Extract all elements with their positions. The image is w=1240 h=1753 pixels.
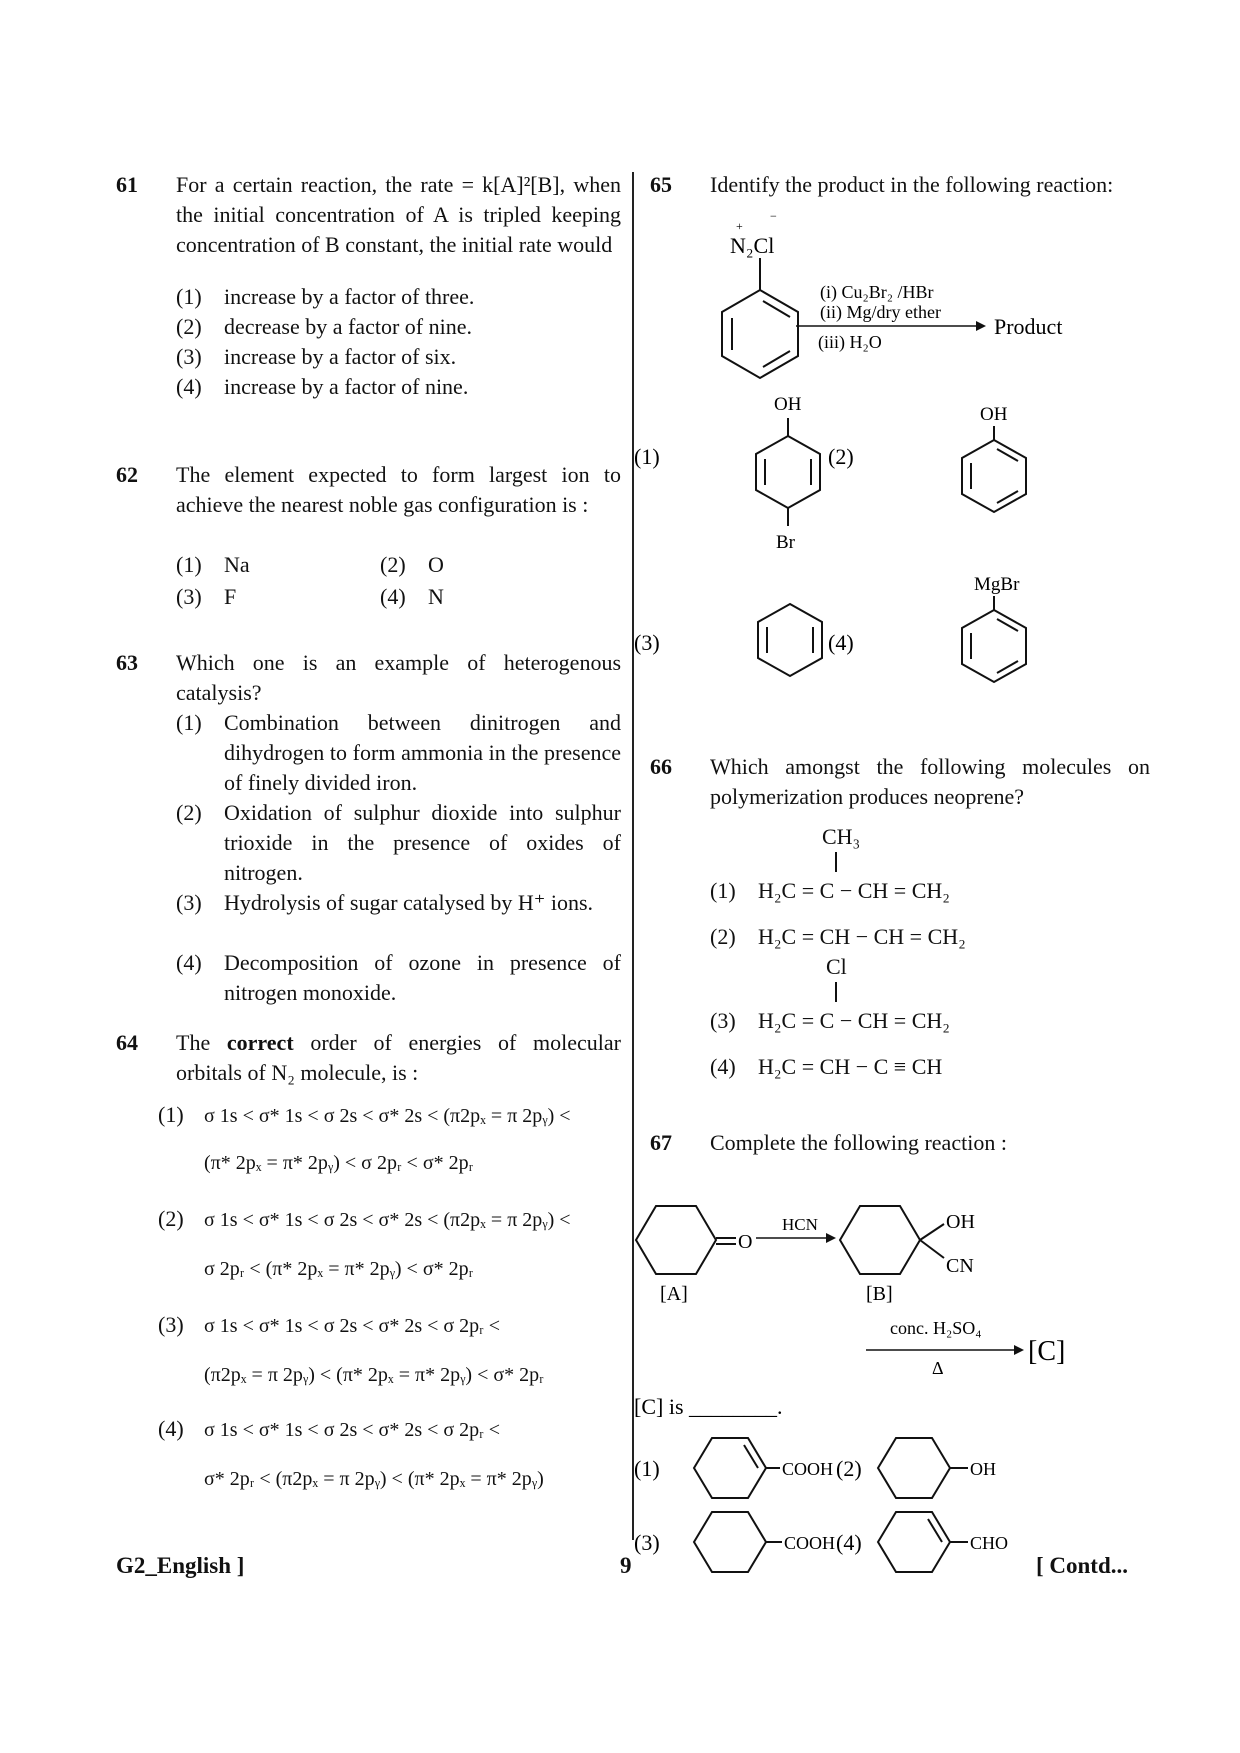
benzene-diazonium-structure xyxy=(722,209,798,378)
bond-line xyxy=(835,982,837,1002)
svg-text:+: + xyxy=(736,219,743,233)
condition-2: (ii) Mg/dry ether xyxy=(820,302,941,322)
svg-text:CHO: CHO xyxy=(970,1533,1009,1553)
bond-line xyxy=(835,852,837,872)
question-number: 66 xyxy=(650,754,672,779)
option-1-structure[interactable] xyxy=(694,1438,833,1498)
option-2[interactable]: (2) decrease by a factor of nine. xyxy=(176,314,472,339)
product-label: Product xyxy=(994,314,1063,339)
option-4-structure[interactable] xyxy=(962,574,1026,682)
reactant-label: N₂Cl xyxy=(730,233,775,258)
option-4-line2: σ* 2pᵣ < (π2pₓ = π 2pᵧ) < (π* 2pₓ = π* 2pᵧ) xyxy=(204,1468,544,1490)
question-number: 65 xyxy=(650,172,672,197)
option-4[interactable]: (4) increase by a factor of nine. xyxy=(176,374,469,399)
page-number: 9 xyxy=(620,1553,632,1578)
option-1-structure[interactable] xyxy=(756,394,820,553)
option-3-number: (3) xyxy=(634,1530,660,1555)
option-3[interactable]: (3) F xyxy=(176,584,237,609)
option-4[interactable]: (4) H₂C = CH − C ≡ CH xyxy=(710,1054,943,1079)
footer-contd: [ Contd... xyxy=(1036,1553,1129,1578)
question-number: 63 xyxy=(116,650,138,675)
svg-text:OH: OH xyxy=(946,1211,975,1233)
svg-text:Br: Br xyxy=(776,532,795,553)
question-text: The element expected to form largest ion to achieve the nearest noble gas configuration is : xyxy=(176,462,621,517)
question-number: 64 xyxy=(116,1030,138,1055)
option-3[interactable]: (3) H₂C = C − CH = CH₂ xyxy=(710,1008,950,1033)
option-1[interactable]: (1) increase by a factor of three. xyxy=(176,284,475,309)
condition-label: conc. H₂SO₄ xyxy=(890,1318,982,1338)
option-1[interactable]: (1) Combination between dinitrogen and dihydrogen to form ammonia in the presence of finely divided iron. xyxy=(176,710,621,795)
hcn-label: HCN xyxy=(782,1215,818,1234)
svg-text:OH: OH xyxy=(970,1459,996,1479)
option-2-line2: σ 2pᵣ < (π* 2pₓ = π* 2pᵧ) < σ* 2pᵣ xyxy=(204,1258,474,1280)
option-3-structure[interactable] xyxy=(758,604,822,676)
option-1-number: (1) xyxy=(634,1456,660,1481)
option-1-line2: (π* 2pₓ = π* 2pᵧ) < σ 2pᵣ < σ* 2pᵣ xyxy=(204,1152,474,1174)
option-2[interactable]: (2) σ 1s < σ* 1s < σ 2s < σ* 2s < (π2pₓ = π 2pᵧ) < xyxy=(158,1206,571,1231)
question-number: 61 xyxy=(116,172,138,197)
option-1[interactable]: (1) H₂C = C − CH = CH₂ xyxy=(710,878,950,903)
option-3-number: (3) xyxy=(634,630,660,655)
svg-text:OH: OH xyxy=(774,394,802,415)
label-b: [B] xyxy=(866,1283,893,1305)
option-3-line2: (π2pₓ = π 2pᵧ) < (π* 2pₓ = π* 2pᵧ) < σ* 2pᵣ xyxy=(204,1364,544,1386)
option-4-number: (4) xyxy=(828,630,854,655)
question-text: Which one is an example of heterogenous catalysis? xyxy=(176,650,621,705)
option-2-structure[interactable] xyxy=(962,404,1026,512)
option-4[interactable]: (4) N xyxy=(380,584,444,609)
option-4-structure[interactable] xyxy=(878,1512,1008,1572)
condition-1: (i) Cu₂Br₂ /HBr xyxy=(820,282,934,302)
label-c: [C] xyxy=(1028,1336,1066,1367)
c-is-text: [C] is ________. xyxy=(634,1394,783,1419)
option-3[interactable]: (3) σ 1s < σ* 1s < σ 2s < σ* 2s < σ 2pᵣ < xyxy=(158,1312,501,1337)
option-1-number: (1) xyxy=(634,444,660,469)
option-3-structure[interactable] xyxy=(694,1512,835,1572)
svg-text:COOH: COOH xyxy=(784,1533,836,1553)
option-3[interactable]: (3) increase by a factor of six. xyxy=(176,344,457,369)
question-text: The correct order of energies of molecular orbitals of N₂ molecule, is : xyxy=(176,1030,621,1085)
option-1[interactable]: (1) Na xyxy=(176,552,250,577)
svg-text:−: − xyxy=(770,209,777,223)
label-a: [A] xyxy=(660,1283,688,1305)
svg-text:O: O xyxy=(738,1231,753,1253)
question-text: Which amongst the following molecules on polymerization produces neoprene? xyxy=(710,754,1150,809)
condition-3: (iii) H₂O xyxy=(818,332,882,352)
question-text: For a certain reaction, the rate = k[A]²[B], when the initial concentration of A is tripled keeping concentration of B constant, the initial rate would xyxy=(176,172,621,257)
option-2[interactable]: (2) H₂C = CH − CH = CH₂ xyxy=(710,924,966,949)
option-2[interactable]: (2) O xyxy=(380,552,444,577)
option-2[interactable]: (2) Oxidation of sulphur dioxide into sulphur trioxide in the presence of oxides of nitrogen. xyxy=(176,800,621,885)
option-1[interactable]: (1) σ 1s < σ* 1s < σ 2s < σ* 2s < (π2pₓ = π 2pᵧ) < xyxy=(158,1102,571,1127)
svg-text:MgBr: MgBr xyxy=(974,574,1020,595)
option-4-number: (4) xyxy=(836,1530,862,1555)
option-4[interactable]: (4) σ 1s < σ* 1s < σ 2s < σ* 2s < σ 2pᵣ < xyxy=(158,1416,501,1441)
q67-structures xyxy=(634,1158,1150,1555)
cyanohydrin-structure xyxy=(840,1206,975,1305)
footer-code: G2_English ] xyxy=(116,1553,245,1578)
option-2-structure[interactable] xyxy=(878,1438,996,1498)
question-number: 67 xyxy=(650,1130,672,1155)
cl-substituent: Cl xyxy=(826,954,847,979)
option-2-number: (2) xyxy=(836,1456,862,1481)
delta-label: Δ xyxy=(932,1358,944,1378)
question-text: Identify the product in the following reaction: xyxy=(710,172,1114,197)
option-2-number: (2) xyxy=(828,444,854,469)
ch3-substituent: CH₃ xyxy=(822,824,861,849)
option-3[interactable]: (3) Hydrolysis of sugar catalysed by H⁺ ions. xyxy=(176,890,594,915)
svg-text:CN: CN xyxy=(946,1255,974,1277)
cyclohexanone-structure xyxy=(636,1206,752,1305)
option-4[interactable]: (4) Decomposition of ozone in presence of nitrogen monoxide. xyxy=(176,950,621,1005)
question-text: Complete the following reaction : xyxy=(710,1130,1007,1155)
svg-text:COOH: COOH xyxy=(782,1459,834,1479)
question-number: 62 xyxy=(116,462,138,487)
svg-text:OH: OH xyxy=(980,404,1008,425)
column-divider xyxy=(632,172,634,1540)
